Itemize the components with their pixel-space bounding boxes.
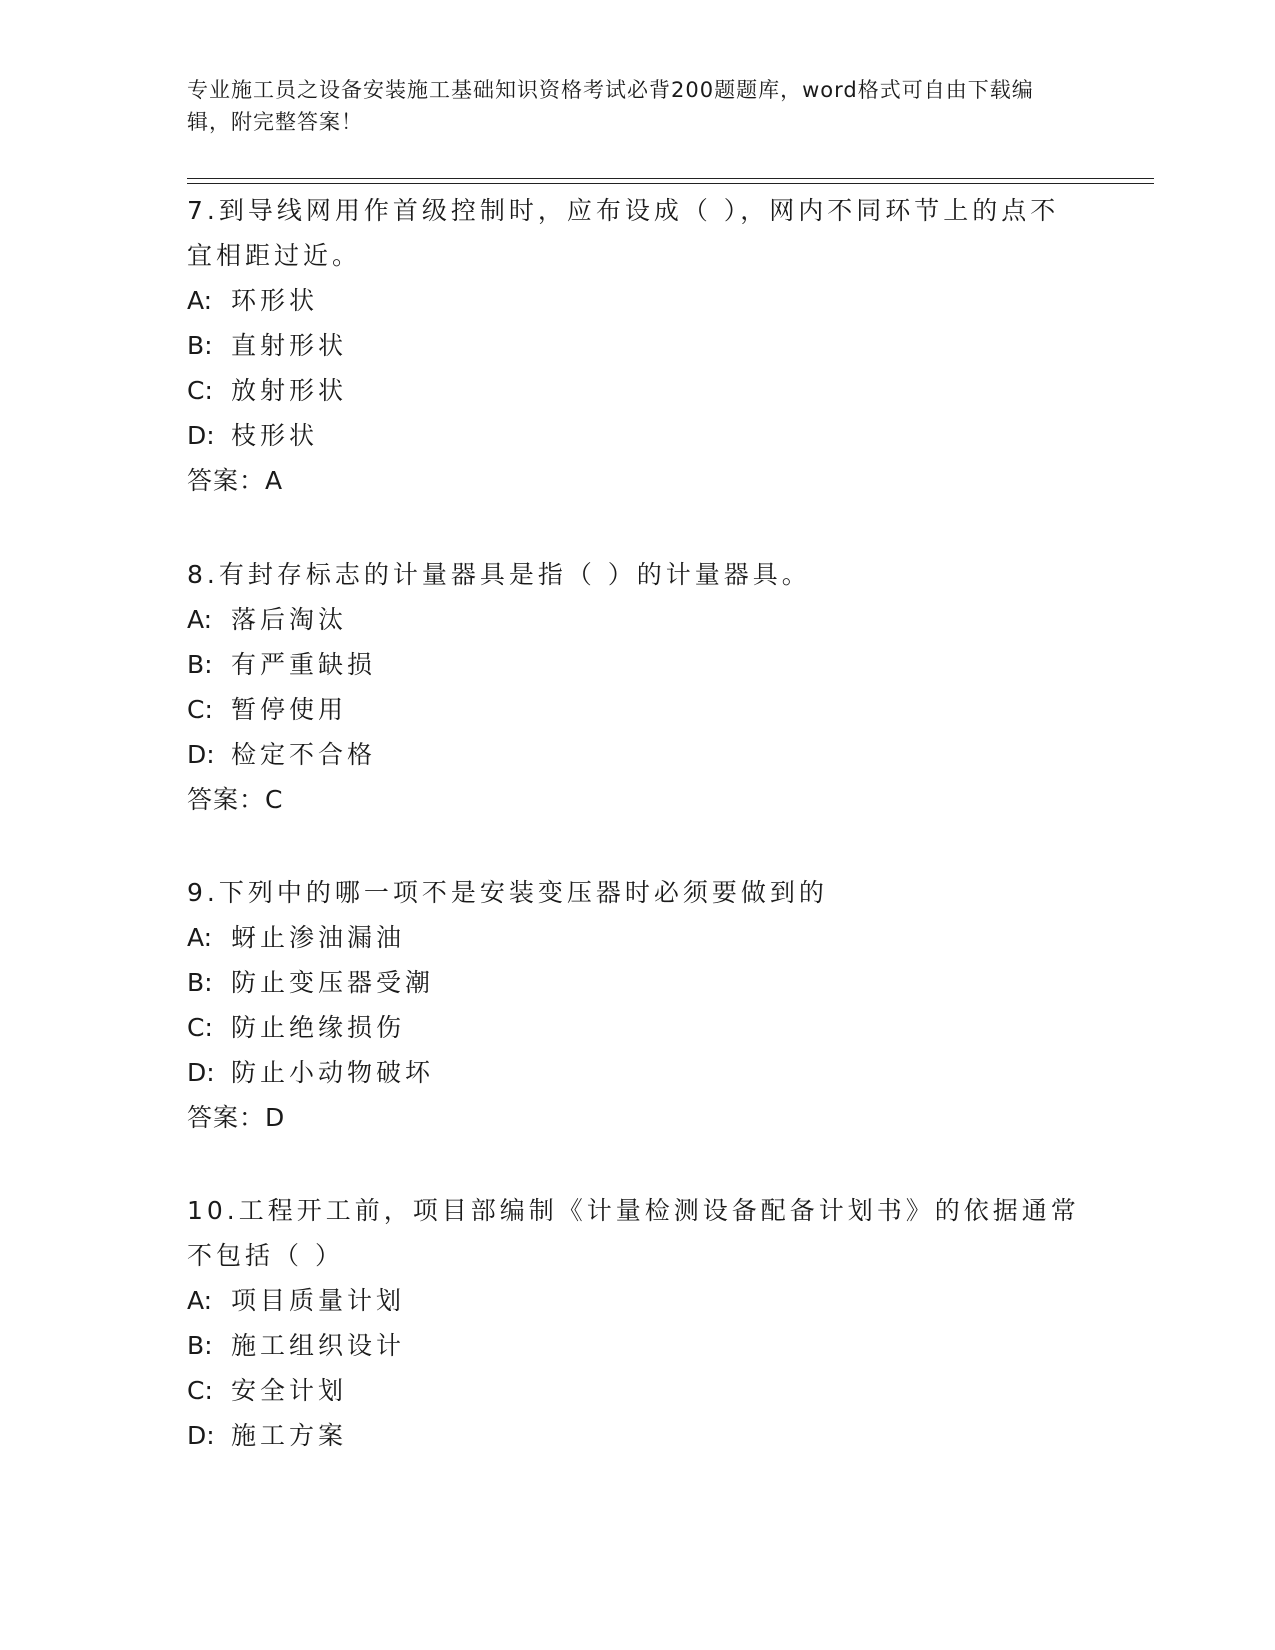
option-letter: C: xyxy=(187,1013,213,1042)
question-10 xyxy=(187,1188,1087,1458)
option-letter: C: xyxy=(187,695,213,724)
option-letter: A: xyxy=(187,286,213,315)
option-c xyxy=(187,1368,1087,1413)
option-letter: B: xyxy=(187,650,213,679)
option-c xyxy=(187,1005,1087,1050)
option-text: 暂停使用 xyxy=(231,695,348,724)
option-b xyxy=(187,642,1087,687)
option-letter: D: xyxy=(187,421,215,450)
option-text: 枝形状 xyxy=(231,421,319,450)
header-divider-bottom xyxy=(187,183,1154,184)
option-letter: C: xyxy=(187,1376,213,1405)
option-text: 防止绝缘损伤 xyxy=(231,1013,406,1042)
option-letter: D: xyxy=(187,740,215,769)
option-text: 放射形状 xyxy=(231,376,348,405)
option-letter: A: xyxy=(187,923,213,952)
option-text: 安全计划 xyxy=(231,1376,348,1405)
option-a xyxy=(187,278,1087,323)
question-stem: 10.工程开工前，项目部编制《计量检测设备配备计划书》的依据通常不包括（ ） xyxy=(187,1196,1080,1270)
option-a xyxy=(187,915,1087,960)
option-text: 防止变压器受潮 xyxy=(231,968,435,997)
option-text: 直射形状 xyxy=(231,331,348,360)
option-letter: B: xyxy=(187,968,213,997)
answer-line: 答案：D xyxy=(187,1103,286,1132)
option-text: 项目质量计划 xyxy=(231,1286,406,1315)
option-b xyxy=(187,960,1087,1005)
option-letter: C: xyxy=(187,376,213,405)
option-letter: D: xyxy=(187,1058,215,1087)
option-text: 有严重缺损 xyxy=(231,650,377,679)
option-letter: A: xyxy=(187,605,213,634)
question-9 xyxy=(187,870,1087,1140)
option-a xyxy=(187,1278,1087,1323)
option-d xyxy=(187,1413,1087,1458)
option-letter: B: xyxy=(187,1331,213,1360)
option-text: 检定不合格 xyxy=(231,740,377,769)
option-c xyxy=(187,687,1087,732)
question-stem: 8.有封存标志的计量器具是指（ ）的计量器具。 xyxy=(187,560,811,589)
option-a xyxy=(187,597,1087,642)
question-stem: 7.到导线网用作首级控制时，应布设成（ ），网内不同环节上的点不宜相距过近。 xyxy=(187,196,1060,270)
option-text: 施工方案 xyxy=(231,1421,348,1450)
option-d xyxy=(187,732,1087,777)
option-text: 落后淘汰 xyxy=(231,605,348,634)
option-letter: B: xyxy=(187,331,213,360)
option-letter: A: xyxy=(187,1286,213,1315)
option-b xyxy=(187,1323,1087,1368)
document-header: 专业施工员之设备安装施工基础知识资格考试必背200题题库，word格式可自由下载编辑，附完整答案！ xyxy=(187,78,1034,134)
option-text: 蚜止渗油漏油 xyxy=(231,923,406,952)
option-d xyxy=(187,1050,1087,1095)
option-b xyxy=(187,323,1087,368)
option-text: 环形状 xyxy=(231,286,319,315)
header-divider-top xyxy=(187,178,1154,179)
option-c xyxy=(187,368,1087,413)
option-text: 防止小动物破坏 xyxy=(231,1058,435,1087)
answer-line: 答案：A xyxy=(187,466,284,495)
question-7 xyxy=(187,188,1087,503)
option-letter: D: xyxy=(187,1421,215,1450)
question-stem: 9.下列中的哪一项不是安装变压器时必须要做到的 xyxy=(187,878,828,907)
option-text: 施工组织设计 xyxy=(231,1331,406,1360)
answer-line: 答案：C xyxy=(187,785,284,814)
option-d xyxy=(187,413,1087,458)
question-8 xyxy=(187,552,1087,822)
